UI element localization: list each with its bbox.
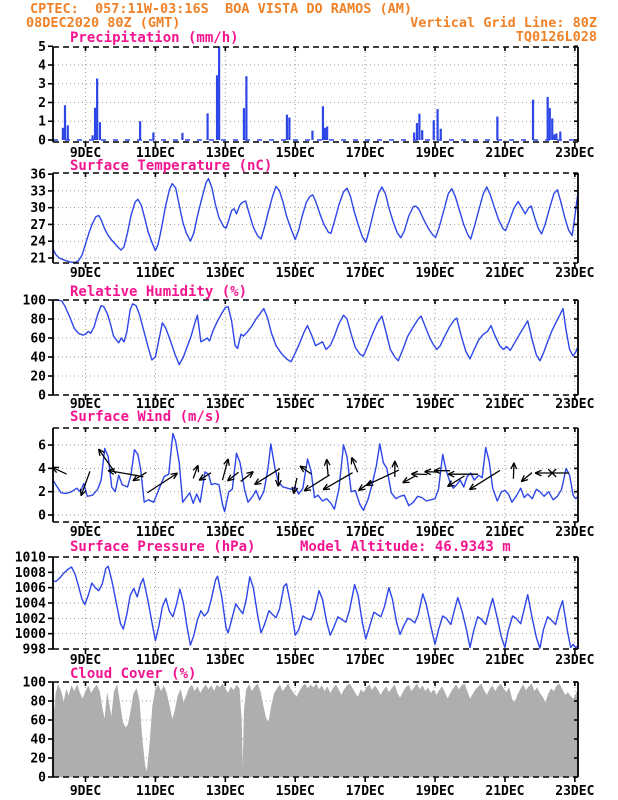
x-tick-label: 21DEC bbox=[485, 146, 525, 161]
wind-arrow-shaft bbox=[366, 470, 399, 485]
x-tick-label: 23DEC bbox=[555, 397, 595, 412]
x-tick-label: 15DEC bbox=[275, 525, 315, 540]
precip-bar bbox=[322, 106, 324, 140]
x-tick-label: 23DEC bbox=[555, 784, 595, 799]
wind-arrow bbox=[323, 473, 352, 490]
wind-arrow-head bbox=[323, 489, 330, 490]
precip-bar bbox=[96, 78, 98, 139]
wind-arrow bbox=[52, 467, 67, 474]
precip-bar bbox=[551, 118, 553, 140]
wind-arrow bbox=[324, 459, 330, 475]
x-tick-label: 9DEC bbox=[69, 525, 102, 540]
precip-bar bbox=[418, 114, 420, 140]
x-tick-label: 23DEC bbox=[555, 266, 595, 281]
x-tick-label: 17DEC bbox=[345, 525, 385, 540]
y-tick-label: 1002 bbox=[14, 611, 46, 627]
y-tick-label: 3 bbox=[38, 77, 46, 93]
precip-bar bbox=[496, 117, 498, 140]
precip-bar bbox=[216, 75, 218, 140]
y-tick-label: 60 bbox=[30, 713, 46, 729]
y-tick-label: 1010 bbox=[14, 550, 46, 566]
y-tick-label: 4 bbox=[38, 461, 46, 477]
y-tick-label: 1004 bbox=[14, 596, 46, 612]
y-tick-label: 998 bbox=[22, 642, 46, 658]
y-tick-label: 2 bbox=[38, 485, 46, 501]
x-tick-label: 21DEC bbox=[485, 653, 525, 668]
y-tick-label: 80 bbox=[30, 694, 46, 710]
precip-bar bbox=[433, 120, 435, 140]
panel-humidity bbox=[23, 284, 595, 412]
wind-arrow bbox=[521, 473, 532, 482]
precip-bar bbox=[206, 113, 208, 140]
x-tick-label: 19DEC bbox=[415, 525, 455, 540]
precip-bar bbox=[532, 100, 534, 140]
wind-arrow bbox=[81, 471, 90, 495]
precip-bar bbox=[440, 129, 442, 140]
x-tick-label: 15DEC bbox=[275, 397, 315, 412]
panel-title-temperature: Surface Temperature (nC) bbox=[70, 158, 273, 174]
x-tick-label: 13DEC bbox=[205, 266, 245, 281]
precip-bar bbox=[62, 128, 64, 140]
y-tick-label: 0 bbox=[38, 770, 46, 786]
panel-title-cloud: Cloud Cover (%) bbox=[70, 666, 197, 682]
x-tick-label: 15DEC bbox=[275, 653, 315, 668]
precip-bar bbox=[286, 115, 288, 140]
x-tick-label: 9DEC bbox=[69, 146, 102, 161]
x-tick-label: 11DEC bbox=[135, 653, 175, 668]
y-tick-label: 80 bbox=[30, 312, 46, 328]
x-tick-label: 9DEC bbox=[69, 653, 102, 668]
x-tick-label: 13DEC bbox=[205, 653, 245, 668]
wind-arrow bbox=[133, 472, 147, 480]
x-tick-label: 13DEC bbox=[205, 784, 245, 799]
x-tick-label: 17DEC bbox=[345, 146, 385, 161]
precip-bar bbox=[218, 46, 220, 140]
wind-arrow-head bbox=[228, 459, 229, 466]
x-tick-label: 17DEC bbox=[345, 784, 385, 799]
precip-bar bbox=[67, 125, 69, 140]
y-tick-label: 20 bbox=[30, 751, 46, 767]
y-tick-label: 100 bbox=[22, 675, 46, 691]
wind-arrow bbox=[366, 470, 399, 485]
x-tick-label: 21DEC bbox=[485, 266, 525, 281]
panel-pressure bbox=[15, 539, 595, 668]
x-tick-label: 19DEC bbox=[415, 146, 455, 161]
y-tick-label: 33 bbox=[30, 184, 46, 200]
y-tick-label: 24 bbox=[30, 234, 46, 250]
panel-title-pressure: Surface Pressure (hPa) bbox=[70, 539, 256, 555]
panel-subtitle-pressure: Model Altitude: 46.9343 m bbox=[300, 539, 511, 555]
y-tick-label: 1 bbox=[38, 114, 46, 130]
wind-arrow bbox=[511, 463, 517, 479]
y-tick-label: 30 bbox=[30, 201, 46, 217]
precip-bar bbox=[181, 133, 183, 140]
precip-bar bbox=[549, 108, 551, 140]
x-tick-label: 13DEC bbox=[205, 146, 245, 161]
header-vertical-grid-line: Vertical Grid Line: 80Z bbox=[410, 15, 597, 31]
y-tick-label: 2 bbox=[38, 95, 46, 111]
header-model-id: TQ0126L028 bbox=[515, 29, 597, 45]
precip-bar bbox=[64, 105, 66, 140]
y-tick-label: 27 bbox=[30, 217, 46, 233]
header-run-datetime: 08DEC2020 80Z (GMT) bbox=[26, 15, 181, 31]
y-tick-label: 60 bbox=[30, 331, 46, 347]
y-tick-label: 20 bbox=[30, 369, 46, 385]
x-tick-label: 21DEC bbox=[485, 397, 525, 412]
x-tick-label: 11DEC bbox=[135, 146, 175, 161]
precip-bar bbox=[243, 108, 245, 140]
precip-bar bbox=[559, 132, 561, 140]
x-tick-label: 9DEC bbox=[69, 397, 102, 412]
x-tick-label: 19DEC bbox=[415, 784, 455, 799]
x-tick-label: 19DEC bbox=[415, 266, 455, 281]
y-tick-label: 1000 bbox=[14, 627, 46, 643]
x-tick-label: 11DEC bbox=[135, 784, 175, 799]
y-tick-label: 36 bbox=[30, 167, 46, 183]
x-tick-label: 9DEC bbox=[69, 266, 102, 281]
precip-bar bbox=[311, 131, 313, 140]
x-tick-label: 23DEC bbox=[555, 653, 595, 668]
wind-line bbox=[53, 433, 578, 511]
wind-arrow-shaft bbox=[323, 473, 352, 490]
wind-arrow bbox=[147, 473, 177, 493]
pressure-line bbox=[53, 566, 578, 648]
precip-bar bbox=[139, 121, 141, 140]
wind-arrow bbox=[227, 472, 238, 481]
x-tick-label: 15DEC bbox=[275, 146, 315, 161]
y-tick-label: 5 bbox=[38, 39, 46, 55]
x-tick-label: 15DEC bbox=[275, 784, 315, 799]
x-tick-label: 9DEC bbox=[69, 784, 102, 799]
panel-precipitation bbox=[38, 30, 594, 161]
x-tick-label: 19DEC bbox=[415, 653, 455, 668]
panel-wind bbox=[38, 409, 594, 540]
x-tick-label: 13DEC bbox=[205, 397, 245, 412]
y-tick-label: 6 bbox=[38, 438, 46, 454]
precip-bar bbox=[553, 134, 555, 140]
precip-bar bbox=[547, 97, 549, 140]
y-tick-label: 0 bbox=[38, 133, 46, 149]
wind-arrow bbox=[351, 457, 357, 472]
panel-temperature bbox=[30, 158, 594, 281]
panel-title-wind: Surface Wind (m/s) bbox=[70, 409, 222, 425]
wind-arrow bbox=[392, 461, 398, 477]
y-tick-label: 40 bbox=[30, 350, 46, 366]
precip-bar bbox=[555, 133, 557, 140]
precip-bar bbox=[416, 123, 418, 140]
precip-bar bbox=[413, 132, 415, 139]
panel-title-humidity: Relative Humidity (%) bbox=[70, 284, 248, 300]
precip-bar bbox=[436, 109, 438, 140]
y-tick-label: 1008 bbox=[14, 565, 46, 581]
temperature-line bbox=[53, 179, 578, 263]
panel-title-precipitation: Precipitation (mm/h) bbox=[70, 30, 239, 46]
x-tick-label: 19DEC bbox=[415, 397, 455, 412]
x-tick-label: 17DEC bbox=[345, 653, 385, 668]
x-tick-label: 11DEC bbox=[135, 525, 175, 540]
precip-bar bbox=[326, 126, 328, 139]
y-tick-label: 0 bbox=[38, 388, 46, 404]
precip-bar bbox=[152, 132, 154, 139]
wind-arrow bbox=[222, 459, 229, 480]
panel-cloud bbox=[23, 666, 595, 799]
wind-arrow bbox=[193, 465, 198, 478]
y-tick-label: 1006 bbox=[14, 581, 46, 597]
precip-bar bbox=[94, 108, 96, 140]
y-tick-label: 21 bbox=[30, 251, 46, 267]
y-tick-label: 4 bbox=[38, 58, 46, 74]
x-tick-label: 11DEC bbox=[135, 266, 175, 281]
x-tick-label: 13DEC bbox=[205, 525, 245, 540]
x-tick-label: 15DEC bbox=[275, 266, 315, 281]
wind-arrow-shaft bbox=[147, 473, 177, 493]
x-tick-label: 21DEC bbox=[485, 784, 525, 799]
x-tick-label: 17DEC bbox=[345, 397, 385, 412]
humidity-line bbox=[53, 300, 578, 365]
precip-bar bbox=[324, 128, 326, 140]
x-tick-label: 23DEC bbox=[555, 146, 595, 161]
x-tick-label: 11DEC bbox=[135, 397, 175, 412]
y-tick-label: 40 bbox=[30, 732, 46, 748]
header-station-line: CPTEC: 057:11W-03:16S BOA VISTA DO RAMOS (AM) bbox=[30, 1, 413, 17]
y-tick-label: 100 bbox=[22, 293, 46, 309]
x-tick-label: 23DEC bbox=[555, 525, 595, 540]
x-tick-label: 17DEC bbox=[345, 266, 385, 281]
cloud-area bbox=[53, 684, 578, 777]
precip-bar bbox=[421, 130, 423, 140]
precip-bar bbox=[99, 122, 101, 140]
precip-bar bbox=[245, 76, 247, 140]
wind-arrow bbox=[403, 476, 415, 483]
y-tick-label: 0 bbox=[38, 508, 46, 524]
precip-bar bbox=[288, 117, 290, 139]
x-tick-label: 21DEC bbox=[485, 525, 525, 540]
